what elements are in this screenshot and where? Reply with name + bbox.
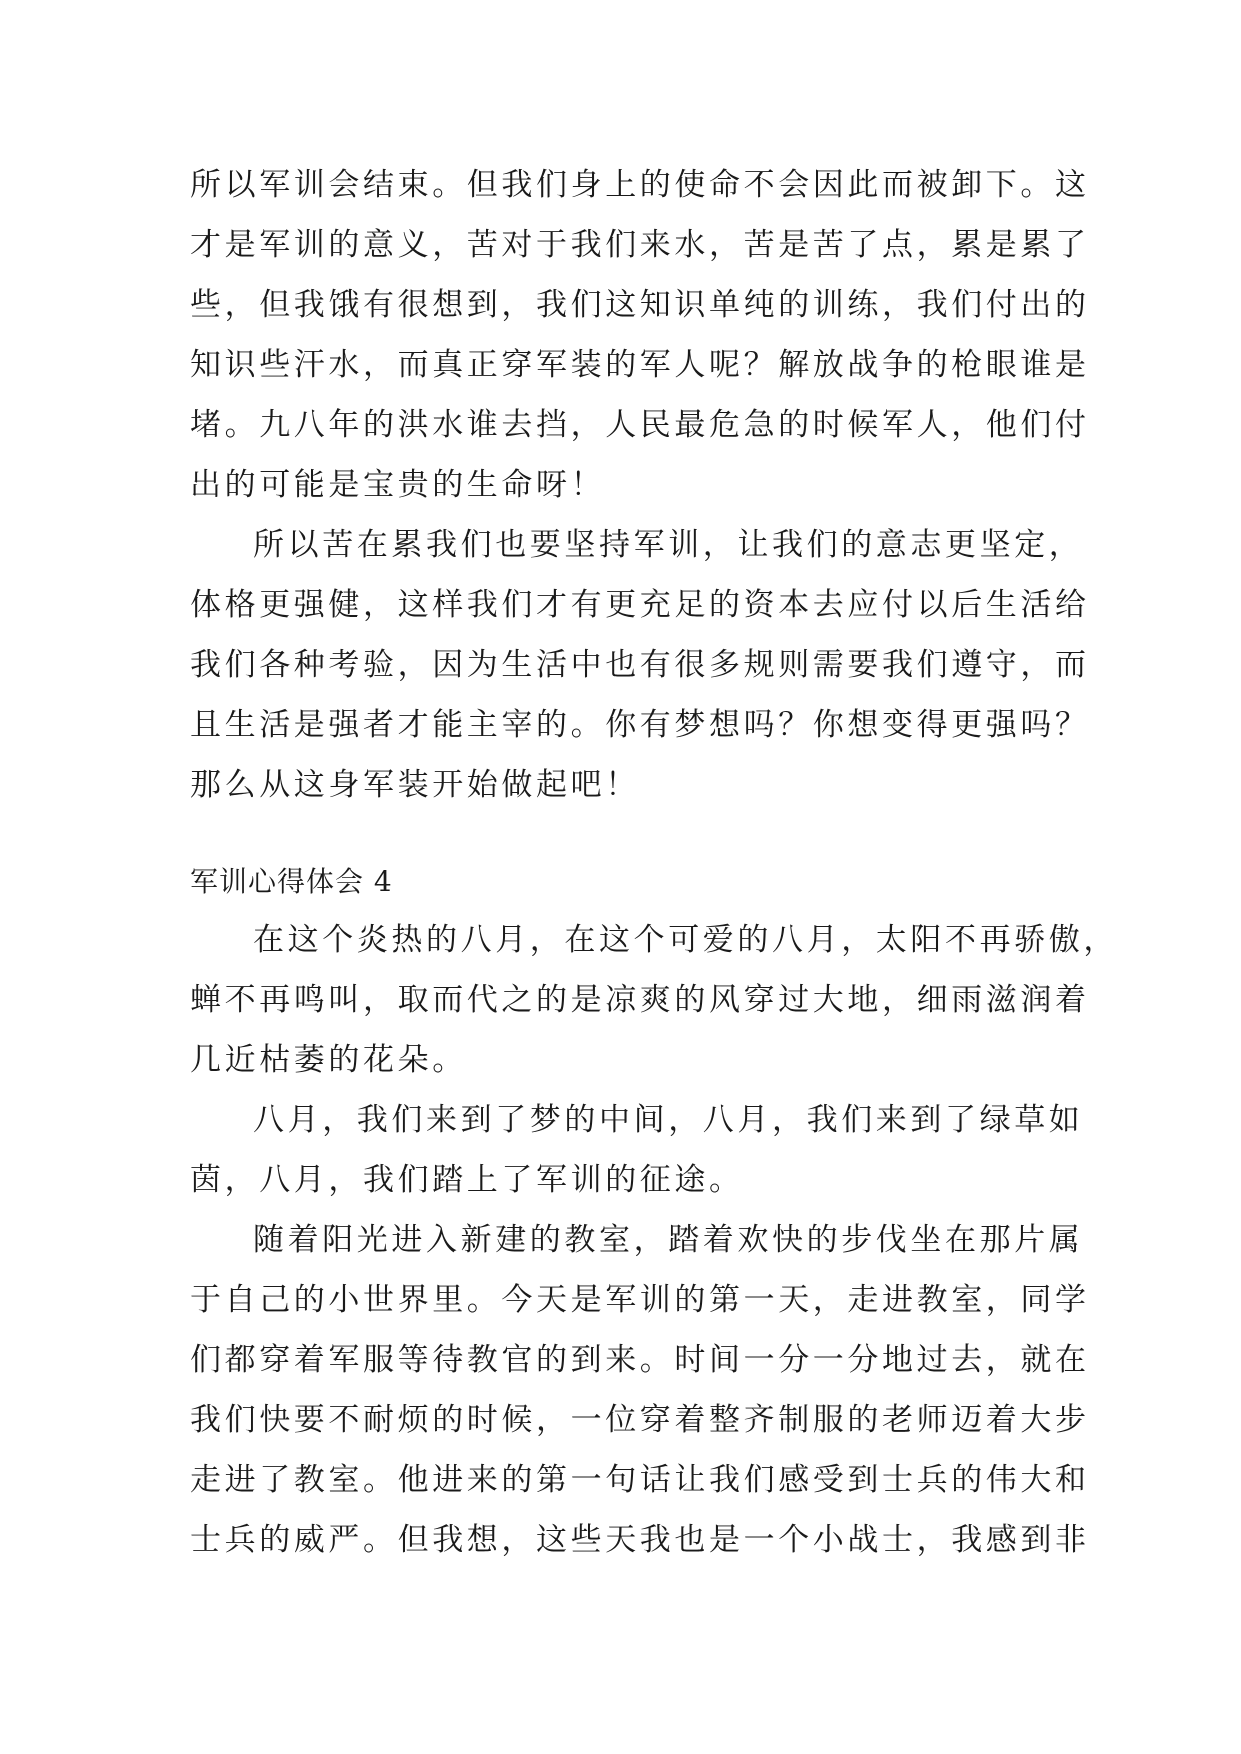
text-line: 出的可能是宝贵的生命呀！ — [190, 467, 606, 503]
text-line: 于自己的小世界里。今天是军训的第一天，走进教室，同学 — [190, 1282, 1090, 1318]
text-line: 体格更强健，这样我们才有更充足的资本去应付以后生活给 — [190, 587, 1090, 623]
text-line: 蝉不再鸣叫，取而代之的是凉爽的风穿过大地，细雨滋润着 — [190, 982, 1090, 1018]
text-line: 几近枯萎的花朵。 — [190, 1042, 467, 1078]
text-line: 在这个炎热的八月，在这个可爱的八月，太阳不再骄傲， — [253, 922, 1118, 958]
text-line: 所以苦在累我们也要坚持军训，让我们的意志更坚定， — [253, 527, 1084, 563]
text-line: 那么从这身军装开始做起吧！ — [190, 767, 640, 803]
text-line: 走进了教室。他进来的第一句话让我们感受到士兵的伟大和 — [190, 1462, 1090, 1498]
text-line: 知识些汗水，而真正穿军装的军人呢？解放战争的枪眼谁是 — [190, 347, 1090, 383]
text-line: 且生活是强者才能主宰的。你有梦想吗？你想变得更强吗？ — [190, 707, 1090, 743]
text-line: 八月，我们来到了梦的中间，八月，我们来到了绿草如 — [253, 1102, 1084, 1138]
text-line: 堵。九八年的洪水谁去挡，人民最危急的时候军人，他们付 — [190, 407, 1090, 443]
text-line: 我们快要不耐烦的时候，一位穿着整齐制服的老师迈着大步 — [190, 1402, 1090, 1438]
text-line: 所以军训会结束。但我们身上的使命不会因此而被卸下。这 — [190, 167, 1090, 203]
text-line: 才是军训的意义，苦对于我们来水，苦是苦了点，累是累了 — [190, 227, 1090, 263]
text-line: 我们各种考验，因为生活中也有很多规则需要我们遵守，而 — [190, 647, 1090, 683]
text-line: 些，但我饿有很想到，我们这知识单纯的训练，我们付出的 — [190, 287, 1090, 323]
text-line: 茵，八月，我们踏上了军训的征途。 — [190, 1162, 744, 1198]
text-line: 随着阳光进入新建的教室，踏着欢快的步伐坐在那片属 — [253, 1222, 1084, 1258]
text-line: 们都穿着军服等待教官的到来。时间一分一分地过去，就在 — [190, 1342, 1090, 1378]
section-heading: 军训心得体会 4 — [190, 865, 393, 898]
text-line: 士兵的威严。但我想，这些天我也是一个小战士，我感到非 — [190, 1522, 1090, 1558]
